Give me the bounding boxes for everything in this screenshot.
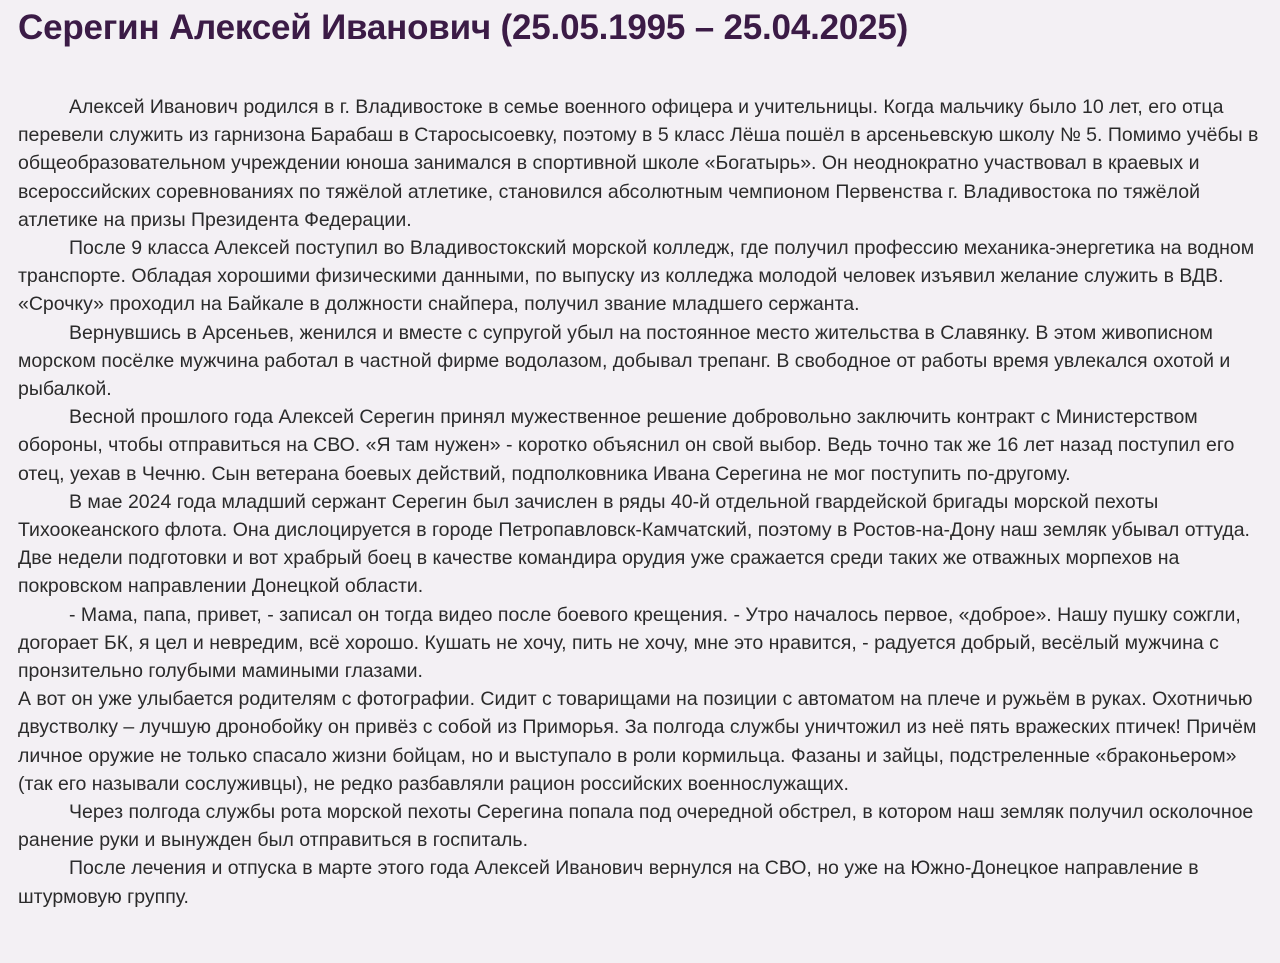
article-paragraph: Через полгода службы рота морской пехоты Серегина попала под очередной обстрел, в котором наш земляк получил осколочное ранение руки и вынужден был отправиться в госпиталь. — [18, 801, 1254, 852]
article-title: Серегин Алексей Иванович (25.05.1995 – 25.04.2025) — [18, 8, 909, 47]
article-paragraph: Весной прошлого года Алексей Серегин принял мужественное решение добровольно заключить контракт с Министерством обороны, чтобы отправиться на СВО. «Я там нужен» - коротко объяснил он свой выбор. Ведь точно так же 16 лет назад поступил его отец, уехав в Чечню. Сын ветерана боевых действий, подполковника Ивана Серегина не мог поступить по-другому. — [18, 406, 1235, 485]
article-paragraph: После лечения и отпуска в марте этого года Алексей Иванович вернулся на СВО, но уже на Южно-Донецкое направление в штурмовую группу. — [18, 857, 1199, 908]
article-paragraph: А вот он уже улыбается родителям с фотографии. Сидит с товарищами на позиции с автоматом на плече и ружьём в руках. Охотничью двустволку – лучшую дронобойку он привёз с собой из Приморья. За полгода службы уничтожил из неё пять вражеских птичек! Причём личное оружие не только спасало жизни бойцам, но и выступало в роли кормильца. Фазаны и зайцы, подстреленные «браконьером» (так его называли сослуживцы), не редко разбавляли рацион российских военнослужащих. — [18, 688, 1257, 795]
article-paragraph: Вернувшись в Арсеньев, женился и вместе с супругой убыл на постоянное место жительства в Славянку. В этом живописном морском посёлке мужчина работал в частной фирме водолазом, добывал трепанг. В свободное от работы время увлекался охотой и рыбалкой. — [18, 321, 1231, 401]
article-paragraph: После 9 класса Алексей поступил во Владивостокский морской колледж, где получил профессию механика-энергетика на водном транспорте. Обладая хорошими физическими данными, по выпуску из колледжа молодой человек изъявил желание служить в ВДВ. «Срочку» проходил на Байкале в должности снайпера, получил звание младшего сержанта. — [18, 237, 1255, 316]
article-paragraph: - Мама, папа, привет, - записал он тогда видео после боевого крещения. - Утро началось первое, «доброе». Нашу пушку сожгли, догорает БК, я цел и невредим, всё хорошо. Кушать не хочу, пить не хочу, мне это нравится, - радуется добрый, весёлый мужчина с пронзительно голубыми мамиными глазами. — [18, 603, 1241, 683]
article-body — [18, 93, 1266, 911]
article-paragraph: Алексей Иванович родился в г. Владивостоке в семье военного офицера и учительницы. Когда мальчику было 10 лет, его отца перевели служить из гарнизона Барабаш в Старосысоевку, поэтому в 5 класс Лёша пошёл в арсеньевскую школу № 5. Помимо учёбы в общеобразовательном учреждении юноша занимался в спортивной школе «Богатырь». Он неоднократно участвовал в краевых и всероссийских соревнованиях по тяжёлой атлетике, становился абсолютным чемпионом Первенства г. Владивостока по тяжёлой атлетике на призы Президента Федерации. — [18, 96, 1259, 231]
article-paragraph: В мае 2024 года младший сержант Серегин был зачислен в ряды 40-й отдельной гвардейской бригады морской пехоты Тихоокеанского флота. Она дислоцируется в городе Петропавловск-Камчатский, поэтому в Ростов-на-Дону наш земляк убывал оттуда. Две недели подготовки и вот храбрый боец в качестве командира орудия уже сражается среди таких же отважных морпехов на покровском направлении Донецкой области. — [18, 490, 1250, 598]
